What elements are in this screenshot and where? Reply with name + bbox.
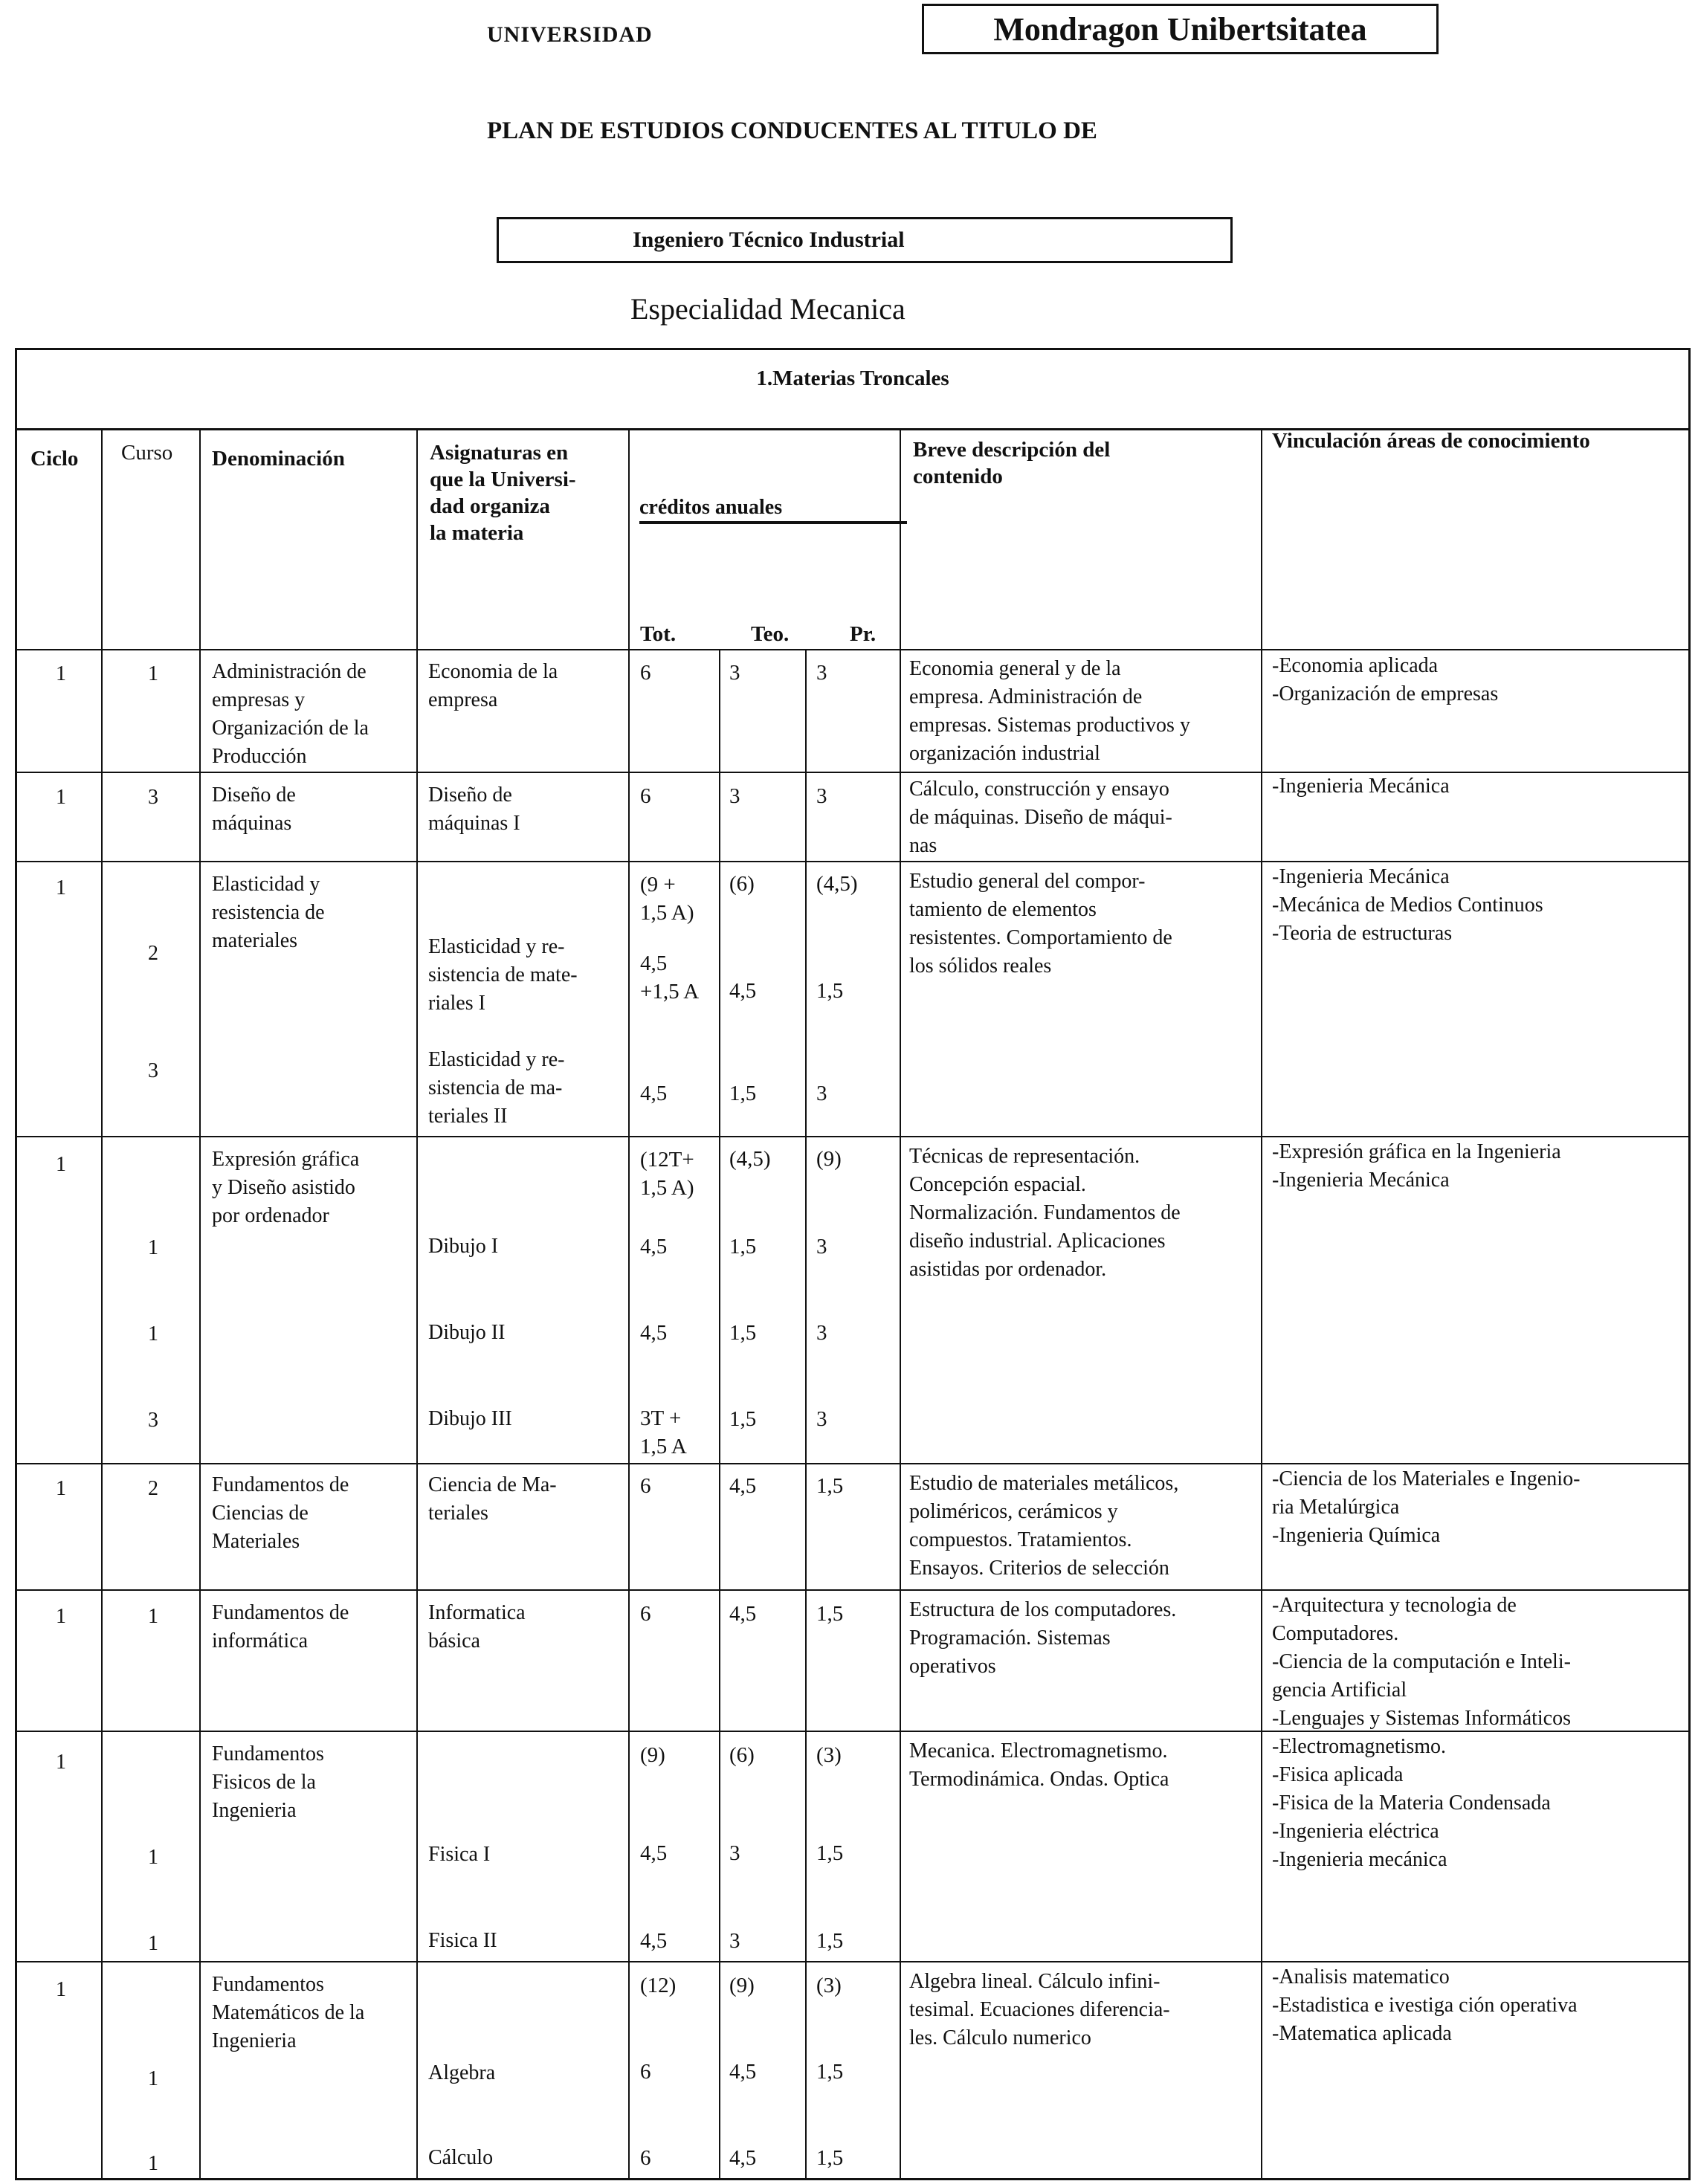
- cell-curso: 3: [148, 786, 158, 809]
- header-curso: Curso: [121, 441, 173, 465]
- cell-pr: (4,5): [816, 872, 858, 896]
- cell-tot: 6: [640, 1474, 651, 1498]
- cell-curso: 1: [148, 2152, 158, 2175]
- cell-descripcion: Economia general y de la empresa. Administración de empresas. Sistemas productivos y organización industrial: [909, 657, 1190, 765]
- cell-asignatura: Economia de la empresa: [428, 660, 558, 711]
- cell-ciclo: 1: [56, 876, 66, 899]
- cell-vinculacion: -Electromagnetismo. -Fisica aplicada -Fisica de la Materia Condensada -Ingenieria eléctrica -Ingenieria mecánica: [1272, 1735, 1551, 1871]
- creditos-underline: [639, 521, 907, 524]
- cell-asignatura: Dibujo III: [428, 1407, 512, 1430]
- plan-title: PLAN DE ESTUDIOS CONDUCENTES AL TITULO DE: [487, 117, 1097, 144]
- cell-asignatura: Cálculo: [428, 2146, 494, 2169]
- cell-curso: 1: [148, 2067, 158, 2090]
- row-divider: [17, 861, 1688, 862]
- cell-asignatura: Ciencia de Ma- teriales: [428, 1473, 557, 1525]
- cell-asignatura: Algebra: [428, 2061, 496, 2084]
- cell-descripcion: Mecanica. Electromagnetismo. Termodinámica. Ondas. Optica: [909, 1739, 1169, 1791]
- cell-descripcion: Cálculo, construcción y ensayo de máquinas. Diseño de máqui- nas: [909, 778, 1172, 857]
- cell-teo: 1,5: [729, 1321, 757, 1345]
- header-descripcion: Breve descripción del contenido: [913, 438, 1111, 488]
- cell-teo: (9): [729, 1974, 755, 1997]
- col-divider: [805, 649, 807, 2178]
- cell-curso: 1: [148, 1932, 158, 1955]
- cell-vinculacion: -Arquitectura y tecnologia de Computadores. -Ciencia de la computación e Inteli- gencia Artificial -Lenguajes y Sistemas Informáticos: [1272, 1594, 1572, 1730]
- cell-denominacion: Diseño de máquinas: [212, 784, 296, 835]
- cell-teo: 4,5: [729, 2060, 757, 2084]
- cell-pr: 3: [816, 1321, 827, 1345]
- header-tot: Tot.: [640, 622, 677, 646]
- cell-tot: (12T+ 1,5 A): [640, 1148, 694, 1200]
- cell-curso: 1: [148, 1322, 158, 1345]
- cell-teo: 1,5: [729, 1082, 757, 1105]
- cell-ciclo: 1: [56, 1751, 66, 1774]
- cell-pr: 3: [816, 1082, 827, 1105]
- cell-tot: (12): [640, 1974, 677, 1997]
- cell-ciclo: 1: [56, 1477, 66, 1500]
- cell-tot: 3T + 1,5 A: [640, 1406, 687, 1458]
- cell-pr: 3: [816, 784, 827, 808]
- cell-denominacion: Elasticidad y resistencia de materiales: [212, 873, 325, 952]
- cell-vinculacion: -Ciencia de los Materiales e Ingenio- ria Metalúrgica -Ingenieria Química: [1272, 1467, 1581, 1547]
- row-divider: [17, 1136, 1688, 1137]
- cell-asignatura: Informatica básica: [428, 1601, 526, 1652]
- cell-tot: 4,5 +1,5 A: [640, 952, 700, 1004]
- header-pr: Pr.: [850, 622, 877, 646]
- cell-denominacion: Fundamentos Matemáticos de la Ingenieria: [212, 1973, 365, 2052]
- cell-tot: 6: [640, 1602, 651, 1626]
- cell-ciclo: 1: [56, 662, 66, 685]
- cell-teo: 4,5: [729, 979, 757, 1003]
- cell-teo: 4,5: [729, 1474, 757, 1498]
- cell-pr: 1,5: [816, 1602, 844, 1626]
- col-divider: [719, 649, 720, 2178]
- cell-vinculacion: -Economia aplicada -Organización de empresas: [1272, 654, 1499, 705]
- col-divider: [101, 430, 103, 2178]
- cell-tot: 4,5: [640, 1235, 668, 1259]
- cell-pr: 3: [816, 661, 827, 685]
- materias-table: [15, 348, 1691, 2180]
- cell-descripcion: Estudio general del compor- tamiento de elementos resistentes. Comportamiento de los sólidos reales: [909, 870, 1172, 978]
- cell-ciclo: 1: [56, 1978, 66, 2001]
- cell-tot: 6: [640, 661, 651, 685]
- cell-vinculacion: -Ingenieria Mecánica: [1272, 775, 1450, 798]
- cell-curso: 3: [148, 1409, 158, 1432]
- cell-curso: 2: [148, 942, 158, 965]
- cell-pr: 1,5: [816, 1841, 844, 1865]
- cell-vinculacion: -Expresión gráfica en la Ingenieria -Ingenieria Mecánica: [1272, 1140, 1561, 1192]
- cell-descripcion: Técnicas de representación. Concepción espacial. Normalización. Fundamentos de diseño industrial. Aplicaciones asistidas por ordenador.: [909, 1145, 1181, 1281]
- cell-denominacion: Fundamentos de informática: [212, 1601, 349, 1652]
- cell-teo: 1,5: [729, 1407, 757, 1431]
- cell-pr: (3): [816, 1974, 842, 1997]
- especialidad-title: Especialidad Mecanica: [630, 292, 906, 326]
- header-asignaturas: Asignaturas en que la Universi- dad organiza la materia: [430, 441, 576, 545]
- cell-asignatura: Dibujo II: [428, 1321, 506, 1344]
- cell-descripcion: Estructura de los computadores. Programación. Sistemas operativos: [909, 1598, 1177, 1678]
- header-vinculacion: Vinculación áreas de conocimiento: [1272, 429, 1590, 453]
- cell-teo: 1,5: [729, 1235, 757, 1259]
- universidad-name: Mondragon Unibertsitatea: [993, 10, 1367, 48]
- cell-asignatura: Dibujo I: [428, 1235, 499, 1258]
- cell-asignatura: Elasticidad y re- sistencia de mate- riales I: [428, 935, 578, 1015]
- row-divider: [17, 1463, 1688, 1464]
- cell-asignatura: Diseño de máquinas I: [428, 784, 520, 835]
- cell-descripcion: Estudio de materiales metálicos, poliméricos, cerámicos y compuestos. Tratamientos. Ensayos. Criterios de selección: [909, 1472, 1179, 1580]
- titulo-box: [497, 217, 1233, 263]
- cell-pr: 3: [816, 1407, 827, 1431]
- cell-ciclo: 1: [56, 1605, 66, 1628]
- cell-teo: 4,5: [729, 1602, 757, 1626]
- cell-pr: 1,5: [816, 1929, 844, 1953]
- cell-tot: 6: [640, 784, 651, 808]
- cell-pr: 1,5: [816, 979, 844, 1003]
- cell-tot: 4,5: [640, 1841, 668, 1865]
- col-divider: [199, 430, 201, 2178]
- col-divider: [1261, 430, 1262, 2178]
- titulo-text: Ingeniero Técnico Industrial: [633, 227, 905, 252]
- cell-pr: (3): [816, 1743, 842, 1767]
- cell-teo: 3: [729, 1841, 740, 1865]
- cell-teo: 3: [729, 1929, 740, 1953]
- cell-descripcion: Algebra lineal. Cálculo infini- tesimal. Ecuaciones diferencia- les. Cálculo numerico: [909, 1970, 1170, 2049]
- header-teo: Teo.: [751, 622, 790, 646]
- cell-tot: 4,5: [640, 1929, 668, 1953]
- cell-teo: (6): [729, 872, 755, 896]
- cell-denominacion: Administración de empresas y Organización de la Producción: [212, 660, 369, 768]
- cell-denominacion: Fundamentos Fisicos de la Ingenieria: [212, 1742, 324, 1822]
- cell-ciclo: 1: [56, 1153, 66, 1176]
- cell-teo: (6): [729, 1743, 755, 1767]
- cell-pr: 3: [816, 1235, 827, 1259]
- universidad-name-box: [922, 4, 1439, 54]
- cell-curso: 1: [148, 1846, 158, 1869]
- cell-tot: 6: [640, 2060, 651, 2084]
- cell-vinculacion: -Ingenieria Mecánica -Mecánica de Medios Continuos -Teoria de estructuras: [1272, 865, 1543, 945]
- universidad-label: UNIVERSIDAD: [487, 22, 653, 47]
- header-ciclo: Ciclo: [30, 447, 79, 471]
- cell-denominacion: Expresión gráfica y Diseño asistido por ordenador: [212, 1148, 360, 1227]
- cell-curso: 3: [148, 1059, 158, 1082]
- row-divider: [17, 1961, 1688, 1962]
- header-denominacion: Denominación: [212, 447, 345, 471]
- cell-asignatura: Fisica I: [428, 1843, 491, 1866]
- cell-pr: (9): [816, 1147, 842, 1171]
- col-divider: [900, 430, 901, 2178]
- cell-teo: (4,5): [729, 1147, 771, 1171]
- cell-tot: 4,5: [640, 1321, 668, 1345]
- section-title: 1.Materias Troncales: [17, 350, 1688, 430]
- cell-tot: 4,5: [640, 1082, 668, 1105]
- cell-pr: 1,5: [816, 2146, 844, 2170]
- cell-curso: 2: [148, 1477, 158, 1500]
- cell-teo: 3: [729, 784, 740, 808]
- cell-vinculacion: -Analisis matematico -Estadistica e ivestiga ción operativa -Matematica aplicada: [1272, 1965, 1578, 2045]
- cell-teo: 4,5: [729, 2146, 757, 2170]
- cell-curso: 1: [148, 1605, 158, 1628]
- header-creditos-anuales: créditos anuales: [639, 496, 783, 519]
- cell-pr: 1,5: [816, 1474, 844, 1498]
- cell-denominacion: Fundamentos de Ciencias de Materiales: [212, 1473, 349, 1553]
- cell-tot: (9): [640, 1743, 665, 1767]
- cell-asignatura: Fisica II: [428, 1929, 497, 1952]
- col-divider: [628, 430, 630, 2178]
- cell-pr: 1,5: [816, 2060, 844, 2084]
- cell-ciclo: 1: [56, 786, 66, 809]
- row-divider: [17, 1589, 1688, 1591]
- cell-curso: 1: [148, 662, 158, 685]
- cell-asignatura: Elasticidad y re- sistencia de ma- teriales II: [428, 1048, 565, 1128]
- row-divider: [17, 649, 1688, 650]
- cell-tot: 6: [640, 2146, 651, 2170]
- cell-curso: 1: [148, 1236, 158, 1259]
- cell-teo: 3: [729, 661, 740, 685]
- col-divider: [416, 430, 418, 2178]
- cell-tot: (9 + 1,5 A): [640, 873, 694, 925]
